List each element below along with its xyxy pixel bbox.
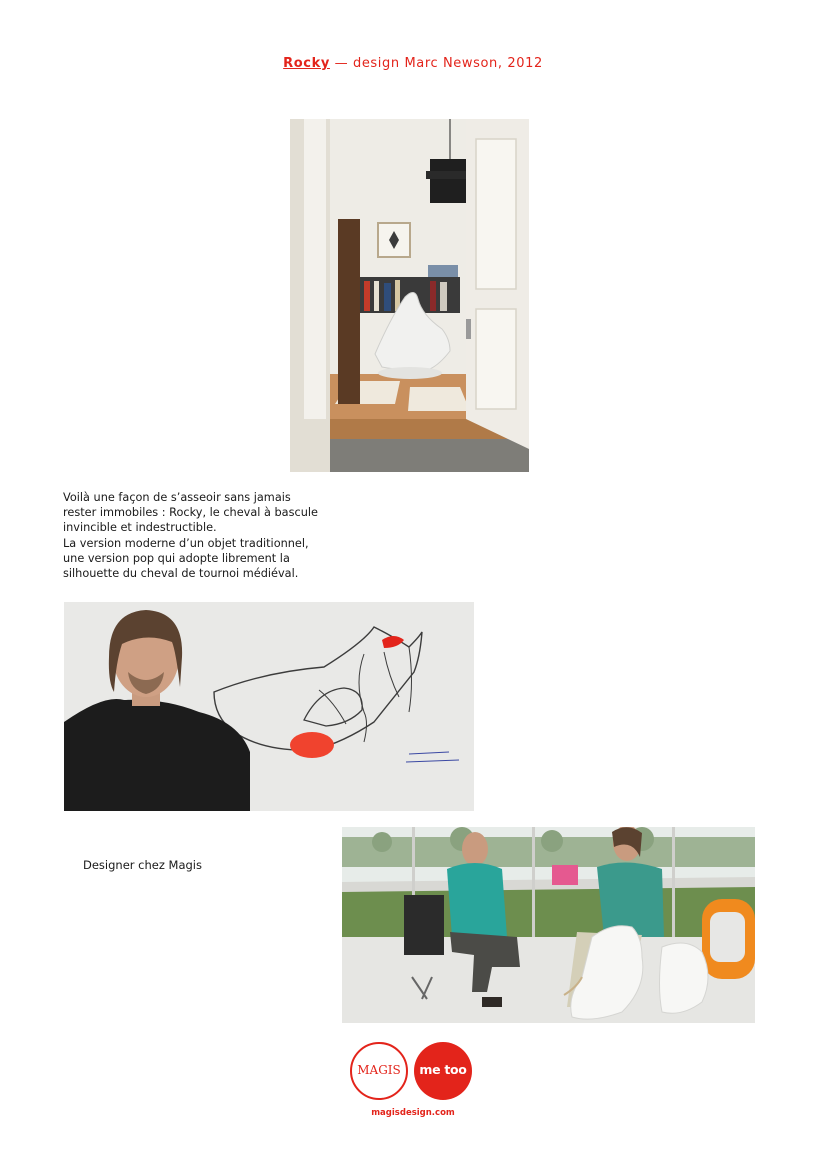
product-name: Rocky — [283, 56, 330, 71]
description-line: La version moderne d’un objet traditionnel, — [63, 536, 309, 550]
product-description — [63, 490, 353, 581]
description-line: rester immobiles : Rocky, le cheval à bascule — [63, 506, 318, 520]
metoo-logo-text: me too — [419, 1062, 467, 1077]
magis-logo — [350, 1042, 408, 1100]
description-line: Voilà une façon de s’asseoir sans jamais — [63, 491, 291, 504]
website-link[interactable]: magisdesign.com — [371, 1108, 455, 1118]
designers-meeting-photo — [342, 827, 755, 1023]
designer-sketch-photo — [64, 602, 474, 811]
page-title — [0, 56, 826, 71]
metoo-logo — [414, 1042, 472, 1100]
description-line: invincible et indestructible. — [63, 521, 217, 535]
description-line: une version pop qui adopte librement la — [63, 551, 290, 565]
design-credit: — design Marc Newson, 2012 — [329, 56, 543, 71]
magis-logo-text: MAGIS — [357, 1063, 401, 1077]
designer-caption: Designer chez Magis — [83, 858, 202, 872]
rocky-room-photo — [290, 119, 529, 472]
description-line: silhouette du cheval de tournoi médiéval. — [63, 567, 299, 581]
